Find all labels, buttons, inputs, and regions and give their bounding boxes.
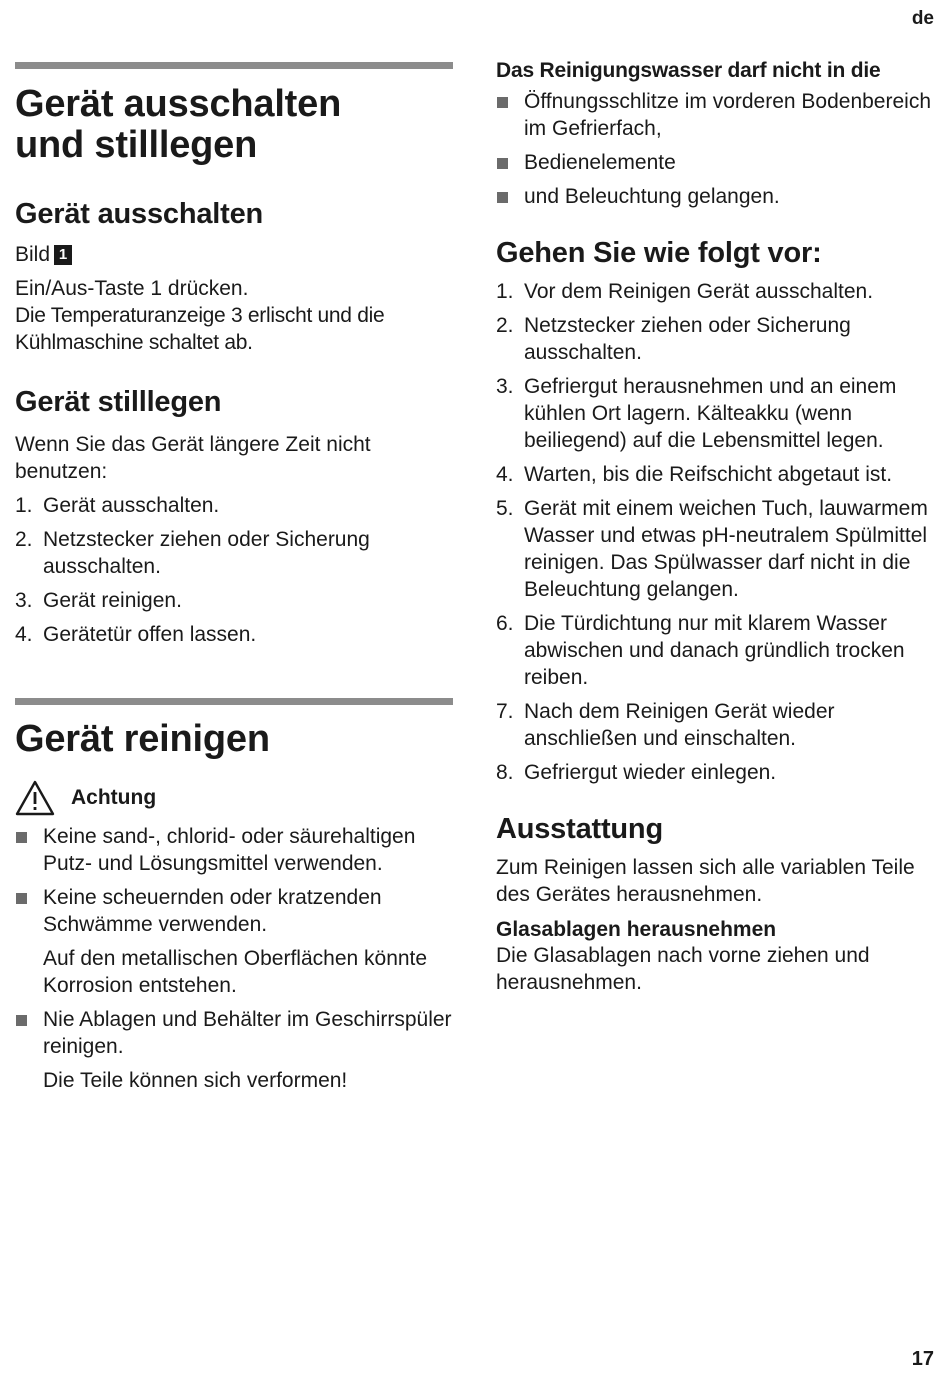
left-column <box>15 62 455 1094</box>
section-title-switch-off: Gerät ausschalten und stilllegen <box>15 83 342 166</box>
list-item: 2. Netzstecker ziehen oder Sicherung ausschalten. <box>496 314 851 364</box>
language-code: de <box>911 8 934 29</box>
list-item: 8. Gefriergut wieder einlegen. <box>496 761 777 784</box>
cleaning-water-list <box>496 88 941 210</box>
decommission-steps <box>15 492 455 648</box>
figure-number-badge: 1 <box>54 245 72 265</box>
switch-off-text: Ein/Aus-Taste 1 drücken. Die Temperaturanzeige 3 erlischt und die Kühlmaschine schaltet ab. <box>15 277 385 354</box>
section-divider <box>15 62 453 69</box>
corrosion-note: Auf den metallischen Oberflächen könnte Korrosion entstehen. <box>43 947 428 997</box>
list-item: 5. Gerät mit einem weichen Tuch, lauwarmem Wasser und etwas pH-neutralem Spülmittel reinigen. Das Spülwasser darf nicht in die Beleuchtung gelangen. <box>496 497 928 601</box>
list-item: 6. Die Türdichtung nur mit klarem Wasser abwischen und danach gründlich trocken reiben. <box>496 612 905 689</box>
list-item: Bedienelemente <box>496 149 941 176</box>
heading-switch-off: Gerät ausschalten <box>15 198 264 230</box>
equipment-text: Zum Reinigen lassen sich alle variablen Teile des Gerätes herausnehmen. <box>496 856 915 906</box>
bullet-square-icon <box>16 1015 27 1026</box>
list-item: 1. Vor dem Reinigen Gerät ausschalten. <box>496 280 874 303</box>
list-item: 2. Netzstecker ziehen oder Sicherung ausschalten. <box>15 528 370 578</box>
figure-reference: Bild 1 <box>15 241 455 268</box>
bullet-square-icon <box>497 158 508 169</box>
decommission-intro: Wenn Sie das Gerät längere Zeit nicht benutzen: <box>15 433 371 483</box>
glass-shelves-text: Die Glasablagen nach vorne ziehen und herausnehmen. <box>496 944 870 994</box>
list-item: 4. Warten, bis die Reifschicht abgetaut ist. <box>496 463 893 486</box>
warning-label: Achtung <box>71 786 157 809</box>
list-item: 1. Gerät ausschalten. <box>15 494 220 517</box>
procedure-heading: Gehen Sie wie folgt vor: <box>496 237 822 269</box>
bullet-square-icon <box>497 97 508 108</box>
list-item: 3. Gerät reinigen. <box>15 589 182 612</box>
list-item: Öffnungsschlitze im vorderen Bodenbereich im Gefrierfach, <box>496 88 941 142</box>
list-item: 7. Nach dem Reinigen Gerät wieder anschließen und einschalten. <box>496 700 835 750</box>
cleaning-warnings <box>15 823 455 938</box>
heading-decommission: Gerät stilllegen <box>15 386 222 418</box>
bullet-square-icon <box>16 832 27 843</box>
page-number: 17 <box>911 1348 934 1370</box>
deform-note: Die Teile können sich verformen! <box>43 1069 348 1092</box>
warning-triangle-icon <box>15 780 55 816</box>
cleaning-steps <box>496 278 941 786</box>
warning-notice <box>15 780 455 816</box>
bullet-square-icon <box>16 893 27 904</box>
section-divider <box>15 698 453 705</box>
glass-shelves-heading: Glasablagen herausnehmen <box>496 918 777 941</box>
list-item: 3. Gefriergut herausnehmen und an einem kühlen Ort lagern. Kälteakku (wenn beiliegend) auf die Lebensmittel legen. <box>496 375 897 452</box>
list-item: und Beleuchtung gelangen. <box>496 183 941 210</box>
cleaning-water-heading: Das Reinigungswasser darf nicht in die <box>496 59 881 82</box>
list-item: 4. Gerätetür offen lassen. <box>15 623 257 646</box>
cleaning-warnings-2 <box>15 1006 455 1060</box>
list-item: Keine scheuernden oder kratzenden Schwämme verwenden. <box>15 884 455 938</box>
right-column <box>496 59 941 996</box>
equipment-heading: Ausstattung <box>496 813 663 845</box>
section-title-cleaning: Gerät reinigen <box>15 718 270 760</box>
list-item: Keine sand-, chlorid- oder säurehaltigen Putz- und Lösungsmittel verwenden. <box>15 823 455 877</box>
list-item: Nie Ablagen und Behälter im Geschirrspüler reinigen. <box>15 1006 455 1060</box>
bullet-square-icon <box>497 192 508 203</box>
